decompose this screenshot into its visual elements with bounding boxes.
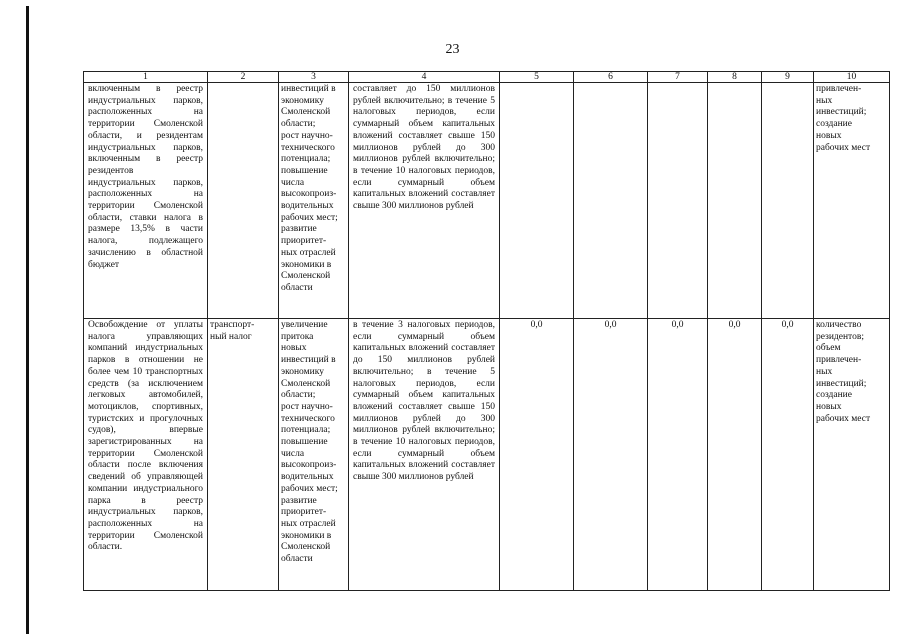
conditions-cell: в течение 3 налоговых периодов, если суммарный объем капитальных вложений составляет до 150 миллионов рублей включительно; в течение 5 налоговых периодов, если суммарный объем капитальных вложений составляет свыше 150 миллионов рублей до 300 миллионов рублей включительно; в течение 10 налоговых периодов, если суммарный объем капитальных вложений составляет свыше 300 миллионов рублей xyxy=(349,319,500,591)
goals-cell: инвестиций в экономику Смоленской области; рост научно- технического потенциала; повышение числа высокопроиз- водительных рабочих мест; развитие приоритет- ных отраслей экономики в Смоленской области xyxy=(279,83,349,319)
value-cell: 0,0 xyxy=(648,319,708,591)
column-header: 1 xyxy=(84,72,208,83)
indicators-cell: количество резидентов; объем привлечен- ных инвестиций; создание новых рабочих мест xyxy=(814,319,890,591)
table-row xyxy=(84,319,890,591)
value-cell xyxy=(648,83,708,319)
benefit-description-cell: Освобождение от уплаты налога управляющих компаний индустриальных парков в отношении не более чем 10 транспортных средств (за исключением легковых автомобилей, мотоциклов, спортивных, туристских и прогулочных судов), впервые зарегистрированных на территории Смоленской области после включения сведений об управляющей компании индустриального парка в реестр индустриальных парков, расположенных на территории Смоленской области. xyxy=(84,319,208,591)
column-header: 9 xyxy=(762,72,814,83)
value-cell xyxy=(500,83,574,319)
tax-type-cell xyxy=(208,83,279,319)
benefits-table xyxy=(83,71,890,591)
value-cell xyxy=(708,83,762,319)
column-header: 10 xyxy=(814,72,890,83)
column-header: 8 xyxy=(708,72,762,83)
goals-cell: увеличение притока новых инвестиций в экономику Смоленской области; рост научно- технического потенциала; повышение числа высокопроиз- водительных рабочих мест; развитие приоритет- ных отраслей экономики в Смоленской области xyxy=(279,319,349,591)
value-cell xyxy=(574,83,648,319)
column-number-row xyxy=(84,72,890,83)
value-cell xyxy=(762,83,814,319)
value-cell: 0,0 xyxy=(708,319,762,591)
column-header: 3 xyxy=(279,72,349,83)
value-cell: 0,0 xyxy=(500,319,574,591)
column-header: 4 xyxy=(349,72,500,83)
column-header: 2 xyxy=(208,72,279,83)
tax-type-cell: транспорт- ный налог xyxy=(208,319,279,591)
value-cell: 0,0 xyxy=(574,319,648,591)
left-margin-rule xyxy=(26,6,29,634)
indicators-cell: привлечен- ных инвестиций; создание новых рабочих мест xyxy=(814,83,890,319)
benefit-description-cell: включенным в реестр индустриальных парков, расположенных на территории Смоленской области, и резидентам индустриальных парков, включенным в реестр резидентов индустриальных парков, расположенных на территории Смоленской области, ставки налога в размере 13,5% в части налога, подлежащего зачислению в областной бюджет xyxy=(84,83,208,319)
column-header: 7 xyxy=(648,72,708,83)
table-row xyxy=(84,83,890,319)
value-cell: 0,0 xyxy=(762,319,814,591)
page-number: 23 xyxy=(445,42,460,57)
conditions-cell: составляет до 150 миллионов рублей включительно; в течение 5 налоговых периодов, если суммарный объем капитальных вложений составляет свыше 150 миллионов рублей до 300 миллионов рублей включительно; в течение 10 налоговых периодов, если суммарный объем капитальных вложений составляет свыше 300 миллионов рублей xyxy=(349,83,500,319)
column-header: 6 xyxy=(574,72,648,83)
column-header: 5 xyxy=(500,72,574,83)
